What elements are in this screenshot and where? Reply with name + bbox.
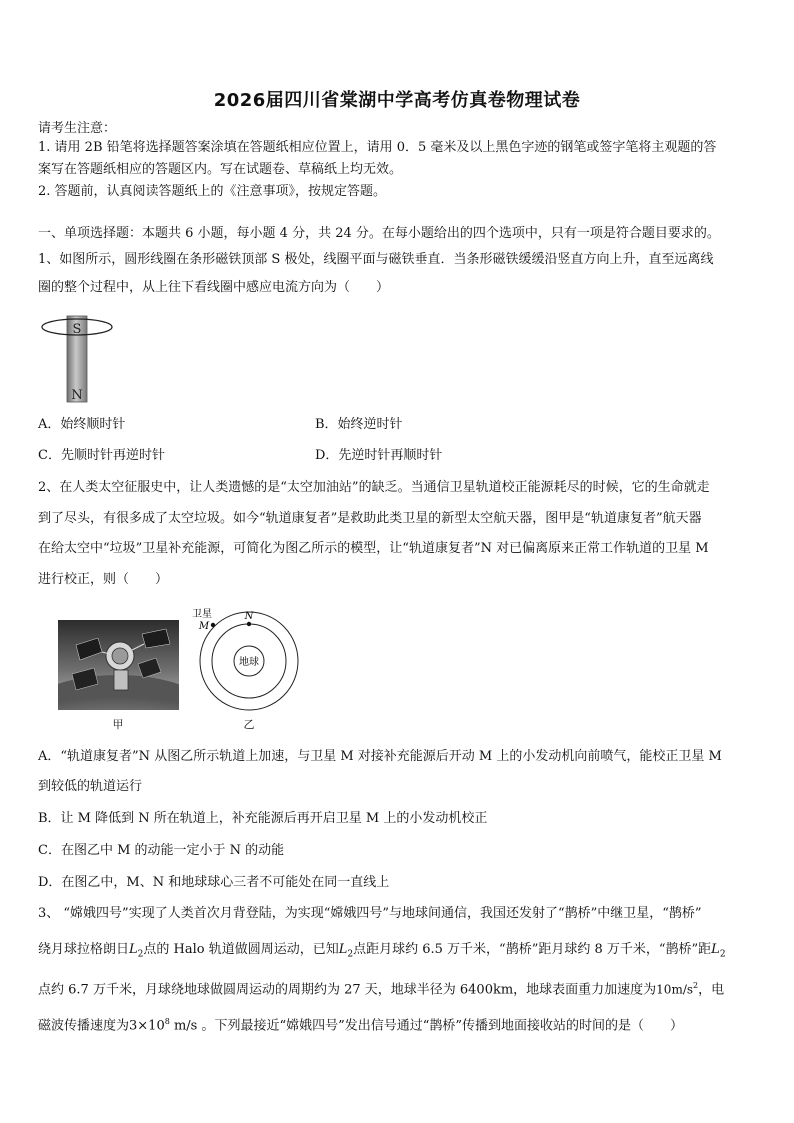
light-speed-value: 3×10 [129, 1018, 165, 1034]
q3-line2-text-b: 点的 Halo 轨道做圆周运动，已知 [143, 942, 339, 957]
q2-figure-photo [58, 620, 179, 710]
magnet-pole-n: N [71, 388, 83, 403]
q3-stem-line-1: 3、 “嫦娥四号”实现了人类首次月背登陆，为实现“嫦娥四号”与地球间通信，我国还发射了“鹊桥”中继卫星，“鹊桥” [38, 906, 702, 921]
q2-option-a-line-1: A．“轨道康复者”N 从图乙所示轨道上加速，与卫星 M 对接补充能源后开动 M 上的小发动机向前喷气，能校正卫星 M [38, 749, 722, 764]
q2-stem-line-1: 2、在人类太空征服史中，让人类遗憾的是“太空加油站”的缺乏。当通信卫星轨道校正能源耗尽的时候，它的生命就走 [38, 480, 710, 495]
exam-title: 2026届四川省棠湖中学高考仿真卷物理试卷 [213, 90, 581, 111]
lagrange-symbol: L [129, 942, 138, 957]
notice-item-1-line-2: 案写在答题纸相应的答题区内。写在试题卷、草稿纸上均无效。 [38, 162, 403, 177]
lagrange-subscript-2: 2 [347, 949, 354, 960]
satellite-label: 卫星 [192, 609, 212, 620]
satellite-m-label: M [198, 621, 210, 632]
satellite-n-label: N [244, 611, 254, 622]
q2-figure-caption-right: 乙 [243, 718, 255, 731]
q2-stem-line-3: 在给太空中“垃圾”卫星补充能源，可简化为图乙所示的模型，让“轨道康复者”N 对已偏离原来正常工作轨道的卫星 M [38, 541, 709, 556]
lagrange-subscript-3: 2 [719, 949, 726, 960]
notice-item-1-line-1: 1. 请用 2B 铅笔将选择题答案涂填在答题纸相应位置上，请用 0．5 毫米及以上黑色字迹的钢笔或签字笔将主观题的答 [38, 140, 717, 155]
notice-item-2: 2. 答题前，认真阅读答题纸上的《注意事项》，按规定答题。 [38, 184, 387, 199]
q3-line3-text-b: ，电 [698, 982, 725, 998]
q3-line2-text-a: 绕月球拉格朗日 [38, 942, 130, 957]
q1-stem-line-2: 圈的整个过程中，从上往下看线圈中感应电流方向为（ ） [38, 280, 390, 295]
q3-stem-line-2 [38, 942, 758, 963]
light-speed-unit: m/s [169, 1018, 198, 1034]
q1-option-a: A．始终顺时针 [38, 417, 126, 432]
q2-option-b: B．让 M 降低到 N 所在轨道上，补充能源后再开启卫星 M 上的小发动机校正 [38, 811, 488, 826]
q2-option-a-line-2: 到较低的轨道运行 [38, 779, 143, 794]
lagrange-subscript: 2 [137, 949, 144, 960]
q2-orbit-diagram [188, 604, 308, 716]
satellite-m-dot [211, 623, 215, 627]
q3-line2-text-c: 点距月球约 6.5 万千米，“鹊桥”距月球约 8 万千米，“鹊桥”距 [353, 942, 712, 957]
magnet-pole-s: S [72, 322, 82, 337]
q2-option-c: C．在图乙中 M 的动能一定小于 N 的动能 [38, 843, 285, 858]
q1-stem-line-1: 1、如图所示，圆形线圈在条形磁铁顶部 S 极处，线圈平面与磁铁垂直．当条形磁铁缓缓沿竖直方向上升，直至远离线 [38, 252, 714, 267]
q1-option-d: D．先逆时针再顺时针 [315, 448, 443, 463]
section-heading: 一、单项选择题：本题共 6 小题，每小题 4 分，共 24 分。在每小题给出的四个选项中，只有一项是符合题目要求的。 [38, 226, 720, 241]
light-speed-exponent: 8 [164, 1017, 170, 1026]
lagrange-symbol-3: L [711, 942, 720, 957]
q2-option-d: D．在图乙中，M、N 和地球球心三者不可能处在同一直线上 [38, 875, 390, 890]
q2-stem-line-2: 到了尽头，有很多成了太空垃圾。如今“轨道康复者”是救助此类卫星的新型太空航天器，图甲是“轨道康复者”航天器 [38, 511, 702, 526]
q3-stem-line-3 [38, 978, 758, 998]
q3-line4-text-a: 磁波传播速度为 [38, 1018, 130, 1034]
q1-option-c: C．先顺时针再逆时针 [38, 448, 165, 463]
q3-line4-text-b: 。下列最接近“嫦娥四号”发出信号通过“鹊桥”传播到地面接收站的时间的是（ ） [197, 1018, 684, 1034]
gravity-exponent: 2 [693, 981, 699, 990]
q3-stem-line-4 [38, 1014, 758, 1034]
satellite-n-dot [247, 622, 251, 626]
q1-magnet-figure [38, 308, 128, 406]
notice-heading: 请考生注意： [38, 121, 117, 136]
q2-stem-line-4: 进行校正，则（ ） [38, 572, 169, 587]
lagrange-symbol-2: L [338, 942, 348, 957]
q2-figure-caption-left: 甲 [112, 718, 124, 731]
gravity-value: 10m/s [656, 982, 694, 997]
q1-option-b: B．始终逆时针 [315, 417, 403, 432]
earth-label: 地球 [239, 657, 259, 668]
q3-line3-text-a: 点约 6.7 万千米，月球绕地球做圆周运动的周期约为 27 天，地球半径为 6400km，地球表面重力加速度为 [38, 982, 657, 998]
